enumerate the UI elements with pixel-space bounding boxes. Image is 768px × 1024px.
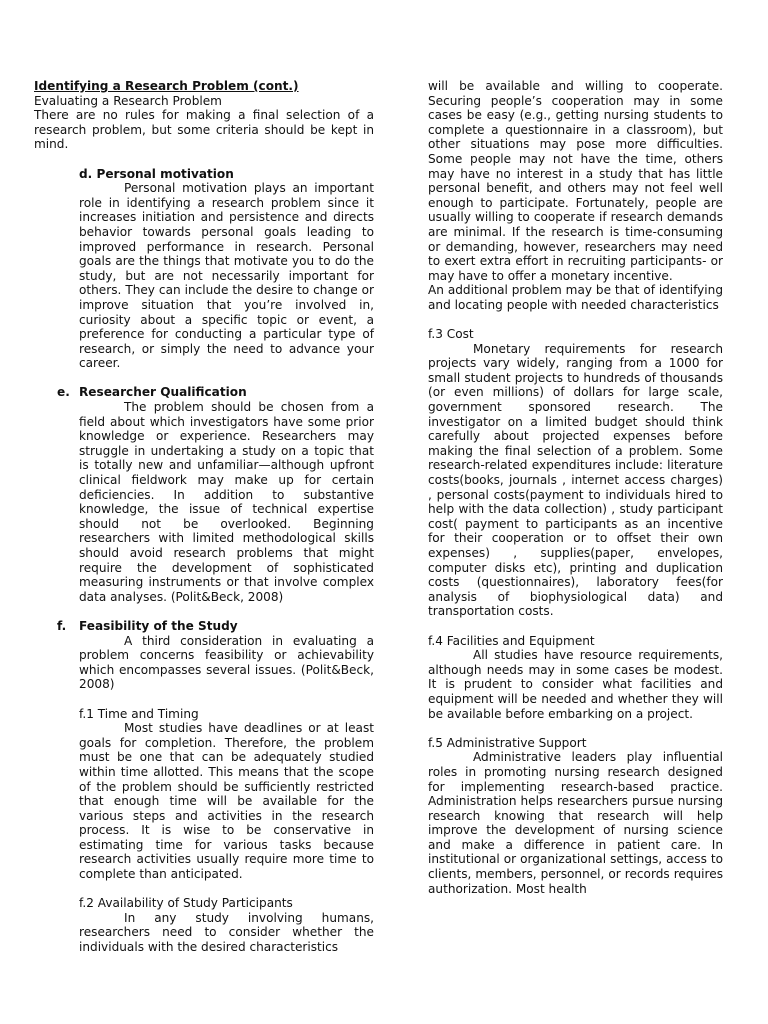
section-f-title: Feasibility of the Study [79,618,238,633]
section-d-body: Personal motivation plays an important role in identifying a research problem since it increases initiation and persistence and directs behavior towards personal goals leading to improved performance in research. Personal goals are the things that motivate you to do the study, but are not necessarily important for others. They can include the desire to change or improve situation that you’re involved in, curiosity about a specific topic or event, a preference for conducting a particular type of research, or simply the need to advance your career. [79,181,374,371]
section-f2-continued: will be available and willing to cooperate. Securing people’s cooperation may in some cases be easy (e.g., getting nursing students to complete a questionnaire in a classroom), but other situations may pose more difficulties. Some people may not have the time, others may have no interest in a study that has little personal benefit, and others may not feel well enough to participate. Fortunately, people are usually willing to cooperate if research demands are minimal. If the research is time-consuming or demanding, however, researchers may need to exert extra effort in recruiting participants- or may have to offer a monetary incentive. [428,79,723,283]
section-f-heading [57,618,374,634]
section-f4-heading: f.4 Facilities and Equipment [428,633,595,648]
section-f2-body: In any study involving humans, researchers need to consider whether the individuals with the desired characteristics [79,910,374,955]
section-e-letter: e. [57,385,70,400]
section-f-letter: f. [57,618,67,633]
section-f1-body: Most studies have deadlines or at least goals for completion. Therefore, the problem must be one that can be adequately studied within time allotted. This means that the scope of the problem should be sufficiently restricted that enough time will be available for the various steps and activities in the research process. It is wise to be conservative in estimating time for various tasks because research activities usually require more time to complete than anticipated. [79,721,374,882]
section-f4-body: All studies have resource requirements, although needs may in some cases be modest. It is prudent to consider what facilities and equipment will be needed and whether they will be available before embarking on a project. [428,648,723,721]
left-column [34,79,374,955]
page-title: Identifying a Research Problem (cont.) [34,79,299,93]
right-column [428,79,723,896]
section-f3-body: Monetary requirements for research projects vary widely, ranging from a 1000 for small student projects to hundreds of thousands (or even millions) of dollars for large scale, government sponsored research. The investigator on a limited budget should think carefully about projected expenses before making the final selection of a problem. Some research-related expenditures include: literature costs(books, journals , internet access charges) , personal costs(payment to individuals hired to help with the data collection) , study participant cost( payment to participants as an incentive for their cooperation or to offset their own expenses) , supplies(paper, envelopes, computer disks etc), printing and duplication costs (questionnaires), laboratory fees(for analysis of biophysiological data) and transportation costs. [428,341,723,619]
section-e-title: Researcher Qualification [79,385,247,400]
section-d-heading: d. Personal motivation [79,166,234,181]
section-e-heading [57,385,374,400]
section-e-body: The problem should be chosen from a field about which investigators have some prior knowledge or experience. Researchers may struggle in undertaking a study on a topic that is totally new and unfamiliar—although upfront clinical fieldwork may make up for certain deficiencies. In addition to substantive knowledge, the issue of technical expertise should not be overlooked. Beginning researchers with limited methodological skills should avoid research problems that might require the development of sophisticated measuring instruments or that involve complex data analyses. (Polit&Beck, 2008) [79,400,374,604]
section-f5-body: Administrative leaders play influential roles in promoting nursing research designed for implementing research-based practice. Administration helps researchers pursue nursing research knowing that research will help improve the development of nursing science and make a difference in patient care. In institutional or organizational settings, access to clients, members, personnel, or records requires authorization. Most health [428,750,723,896]
section-f2-extra: An additional problem may be that of identifying and locating people with needed characteristics [428,283,723,312]
intro-paragraph: There are no rules for making a final selection of a research problem, but some criteria should be kept in mind. [34,108,374,152]
section-f-body: A third consideration in evaluating a problem concerns feasibility or achievability which encompasses several issues. (Polit&Beck, 2008) [79,633,374,692]
section-f2-heading: f.2 Availability of Study Participants [79,896,293,911]
section-d [57,166,374,955]
section-f1-heading: f.1 Time and Timing [79,706,199,721]
page-subtitle: Evaluating a Research Problem [34,93,222,108]
section-f3-heading: f.3 Cost [428,327,474,342]
section-f5-heading: f.5 Administrative Support [428,735,587,750]
